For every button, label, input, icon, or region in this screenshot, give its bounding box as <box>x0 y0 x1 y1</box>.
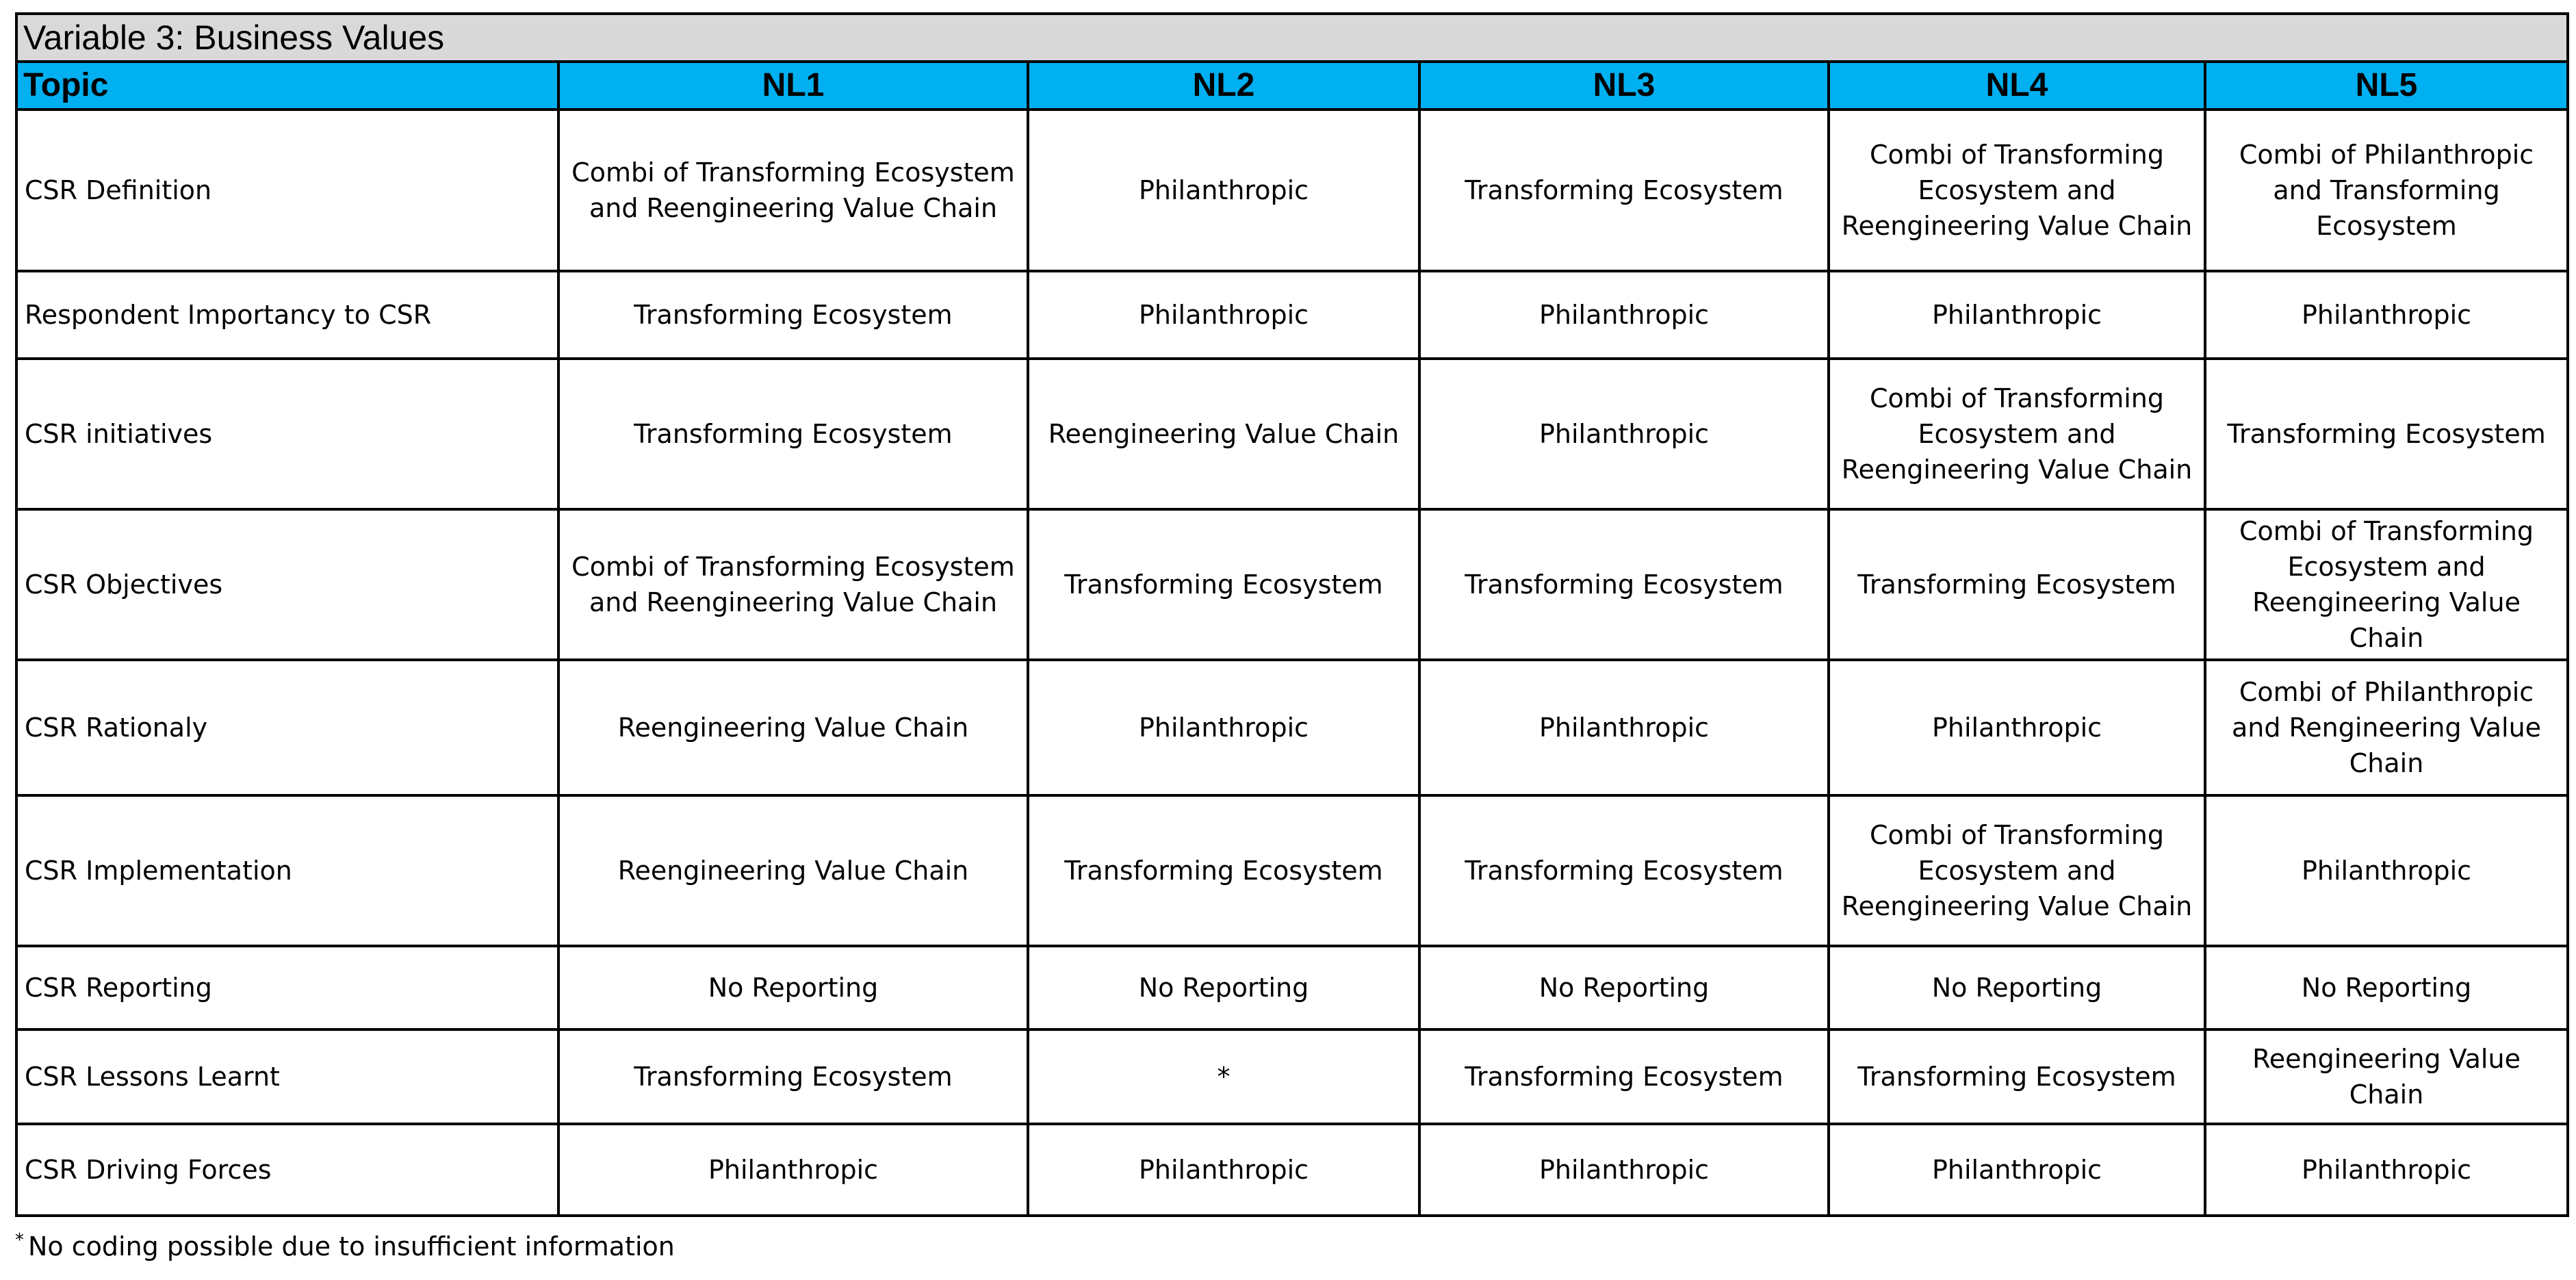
row-topic-cell: Respondent Importancy to CSR <box>16 271 558 359</box>
table-cell-nl4: Combi of Transforming Ecosystem and Reengineering Value Chain <box>1829 795 2205 946</box>
table-cell-nl1: Philanthropic <box>558 1124 1028 1216</box>
table-row <box>16 271 2568 359</box>
table-cell-nl5: Reengineering Value Chain <box>2205 1029 2568 1124</box>
table-cell-nl5: Combi of Transforming Ecosystem and Reengineering Value Chain <box>2205 509 2568 660</box>
table-row <box>16 1029 2568 1124</box>
table-cell-nl5: Transforming Ecosystem <box>2205 359 2568 509</box>
table-cell-nl4: Transforming Ecosystem <box>1829 1029 2205 1124</box>
table-cell-nl3: Philanthropic <box>1419 359 1829 509</box>
table-cell-nl1: Combi of Transforming Ecosystem and Reengineering Value Chain <box>558 509 1028 660</box>
table-row <box>16 509 2568 660</box>
table-cell-nl2: Philanthropic <box>1028 660 1419 795</box>
table-cell-nl5: Philanthropic <box>2205 795 2568 946</box>
row-topic-cell: CSR Definition <box>16 110 558 271</box>
table-cell-nl2: Transforming Ecosystem <box>1028 795 1419 946</box>
table-cell-nl1: Transforming Ecosystem <box>558 359 1028 509</box>
table-title-row <box>16 14 2568 62</box>
table-cell-nl2: Philanthropic <box>1028 110 1419 271</box>
table-cell-nl1: Reengineering Value Chain <box>558 795 1028 946</box>
table-cell-nl1: Combi of Transforming Ecosystem and Reengineering Value Chain <box>558 110 1028 271</box>
table-cell-nl3: Philanthropic <box>1419 660 1829 795</box>
table-cell-nl1: Reengineering Value Chain <box>558 660 1028 795</box>
table-cell-nl4: Philanthropic <box>1829 1124 2205 1216</box>
row-topic-cell: CSR Reporting <box>16 946 558 1029</box>
table-cell-nl2: Philanthropic <box>1028 271 1419 359</box>
table-row <box>16 359 2568 509</box>
table-cell-nl4: No Reporting <box>1829 946 2205 1029</box>
table-cell-nl4: Combi of Transforming Ecosystem and Reengineering Value Chain <box>1829 359 2205 509</box>
table-row <box>16 1124 2568 1216</box>
table-cell-nl1: No Reporting <box>558 946 1028 1029</box>
column-header-nl4: NL4 <box>1829 62 2205 110</box>
table-cell-nl2: No Reporting <box>1028 946 1419 1029</box>
row-topic-cell: CSR initiatives <box>16 359 558 509</box>
column-header-nl1: NL1 <box>558 62 1028 110</box>
row-topic-cell: CSR Implementation <box>16 795 558 946</box>
table-cell-nl3: Transforming Ecosystem <box>1419 795 1829 946</box>
table-cell-nl5: Philanthropic <box>2205 271 2568 359</box>
row-topic-cell: CSR Driving Forces <box>16 1124 558 1216</box>
table-row <box>16 795 2568 946</box>
column-header-nl5: NL5 <box>2205 62 2568 110</box>
table-cell-nl1: Transforming Ecosystem <box>558 1029 1028 1124</box>
table-cell-nl5: Philanthropic <box>2205 1124 2568 1216</box>
table-row <box>16 110 2568 271</box>
table-cell-nl4: Philanthropic <box>1829 271 2205 359</box>
column-header-topic: Topic <box>16 62 558 110</box>
business-values-table <box>15 12 2569 1217</box>
table-cell-nl3: Philanthropic <box>1419 1124 1829 1216</box>
column-header-nl3: NL3 <box>1419 62 1829 110</box>
table-cell-nl3: Philanthropic <box>1419 271 1829 359</box>
row-topic-cell: CSR Objectives <box>16 509 558 660</box>
table-cell-nl3: Transforming Ecosystem <box>1419 1029 1829 1124</box>
row-topic-cell: CSR Lessons Learnt <box>16 1029 558 1124</box>
table-cell-nl5: Combi of Philanthropic and Transforming Ecosystem <box>2205 110 2568 271</box>
table-header-row <box>16 62 2568 110</box>
table-row <box>16 660 2568 795</box>
table-cell-nl2: Reengineering Value Chain <box>1028 359 1419 509</box>
table-cell-nl3: Transforming Ecosystem <box>1419 509 1829 660</box>
table-row <box>16 946 2568 1029</box>
table-cell-nl2: * <box>1028 1029 1419 1124</box>
table-cell-nl5: Combi of Philanthropic and Rengineering Value Chain <box>2205 660 2568 795</box>
footnote <box>15 1223 675 1264</box>
table-cell-nl4: Combi of Transforming Ecosystem and Reengineering Value Chain <box>1829 110 2205 271</box>
table-cell-nl2: Philanthropic <box>1028 1124 1419 1216</box>
table-cell-nl2: Transforming Ecosystem <box>1028 509 1419 660</box>
table-cell-nl3: Transforming Ecosystem <box>1419 110 1829 271</box>
table-cell-nl1: Transforming Ecosystem <box>558 271 1028 359</box>
footnote-marker: * <box>15 1230 24 1251</box>
row-topic-cell: CSR Rationaly <box>16 660 558 795</box>
table-cell-nl4: Philanthropic <box>1829 660 2205 795</box>
table-cell-nl4: Transforming Ecosystem <box>1829 509 2205 660</box>
business-values-table-container <box>15 12 2566 1217</box>
table-cell-nl5: No Reporting <box>2205 946 2568 1029</box>
column-header-nl2: NL2 <box>1028 62 1419 110</box>
table-title: Variable 3: Business Values <box>16 14 2568 62</box>
footnote-text: No coding possible due to insufficient information <box>28 1231 675 1262</box>
table-cell-nl3: No Reporting <box>1419 946 1829 1029</box>
